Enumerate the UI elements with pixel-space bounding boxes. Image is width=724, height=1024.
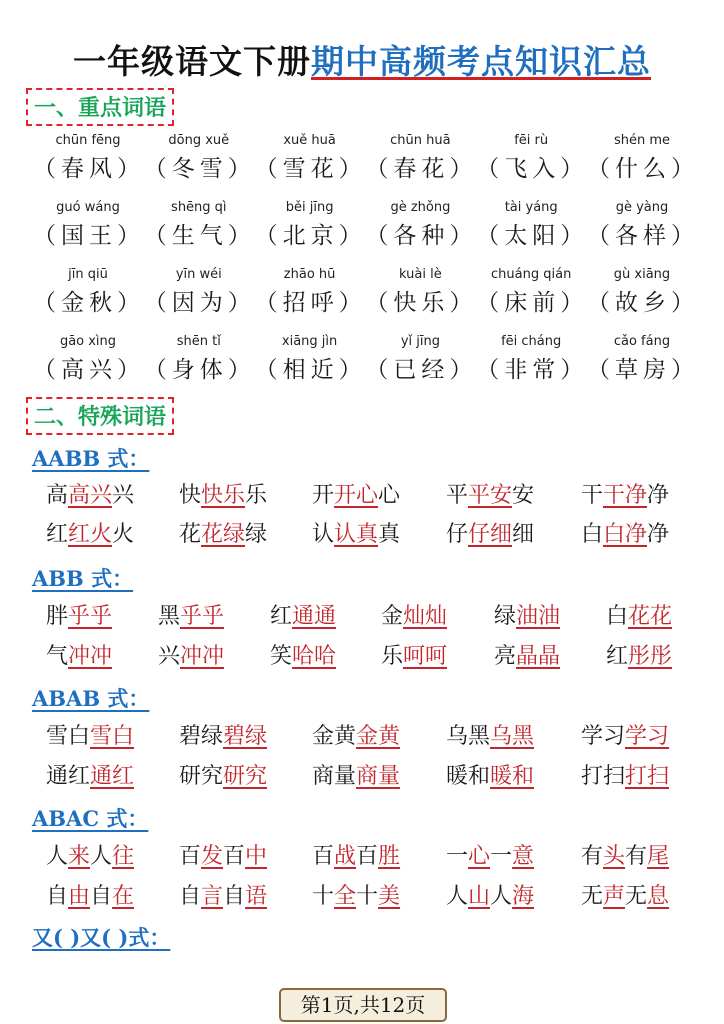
key-word bbox=[144, 130, 254, 197]
abb-item bbox=[494, 642, 560, 672]
abac-answer-b: 由 bbox=[68, 884, 91, 909]
abb-a: 绿 bbox=[494, 604, 517, 629]
pinyin: fēi cháng bbox=[501, 334, 562, 349]
abab-a: 学习 bbox=[581, 724, 626, 749]
abb-answer: 哈哈 bbox=[292, 644, 337, 669]
abac-answer-d: 往 bbox=[112, 844, 135, 869]
abac-a: 一 bbox=[446, 844, 469, 869]
pinyin: gè zhǒng bbox=[390, 200, 451, 215]
abb-answer: 乎乎 bbox=[68, 604, 113, 629]
pinyin: dōng xuě bbox=[168, 133, 230, 148]
abab-answer: 研究 bbox=[223, 764, 268, 789]
abac-c: 无 bbox=[625, 884, 648, 909]
aabb-c: 真 bbox=[378, 522, 401, 547]
abb-item bbox=[494, 602, 560, 632]
word: （太阳） bbox=[476, 223, 589, 249]
key-word bbox=[476, 197, 589, 264]
aabb-a: 仔 bbox=[446, 522, 469, 547]
word: （雪花） bbox=[254, 156, 367, 182]
abac-answer-b: 来 bbox=[68, 844, 91, 869]
abac-label: ABAC 式： bbox=[32, 806, 149, 831]
pinyin: cǎo fáng bbox=[613, 334, 671, 349]
abb-item bbox=[381, 602, 447, 632]
aabb-a: 花 bbox=[179, 522, 202, 547]
word: （金秋） bbox=[33, 290, 145, 316]
abac-answer-d: 息 bbox=[647, 884, 670, 909]
abb-answer: 彤彤 bbox=[628, 644, 673, 669]
aabb-a: 认 bbox=[312, 522, 335, 547]
pinyin: xuě huā bbox=[283, 133, 336, 148]
aabb-a: 开 bbox=[312, 483, 335, 508]
abac-answer-d: 尾 bbox=[647, 844, 670, 869]
abb-answer: 冲冲 bbox=[68, 644, 113, 669]
abac-answer-b: 战 bbox=[334, 844, 357, 869]
aabb-item bbox=[46, 520, 134, 550]
abac-item bbox=[312, 842, 400, 872]
abab-answer: 碧绿 bbox=[223, 724, 268, 749]
aabb-answer: 快乐 bbox=[201, 483, 246, 508]
page-number-badge: 第1页,共12页 bbox=[279, 988, 447, 1022]
abb-item bbox=[270, 602, 336, 632]
abac-item bbox=[446, 842, 534, 872]
abab-a: 金黄 bbox=[312, 724, 357, 749]
aabb-a: 高 bbox=[46, 483, 69, 508]
abab-answer: 学习 bbox=[625, 724, 670, 749]
abac-answer-b: 声 bbox=[603, 884, 626, 909]
abab-a: 暖和 bbox=[446, 764, 491, 789]
word: （相近） bbox=[254, 357, 367, 383]
word: （冬雪） bbox=[143, 156, 256, 182]
aabb-item bbox=[179, 481, 267, 511]
abb-row bbox=[40, 642, 690, 676]
abb-item bbox=[381, 642, 447, 672]
aabb-row bbox=[40, 520, 690, 554]
abab-answer: 商量 bbox=[356, 764, 401, 789]
abac-c: 有 bbox=[625, 844, 648, 869]
aabb-a: 白 bbox=[581, 522, 604, 547]
key-word bbox=[255, 197, 365, 264]
abb-answer: 晶晶 bbox=[516, 644, 561, 669]
word: （北京） bbox=[254, 223, 367, 249]
abb-a: 气 bbox=[46, 644, 69, 669]
abb-a: 红 bbox=[606, 644, 629, 669]
abab-a: 碧绿 bbox=[179, 724, 224, 749]
abb-a: 亮 bbox=[494, 644, 517, 669]
pinyin: guó wáng bbox=[56, 200, 120, 215]
word: （故乡） bbox=[586, 290, 699, 316]
abac-row bbox=[40, 882, 690, 916]
abab-item bbox=[581, 762, 669, 792]
abac-a: 自 bbox=[46, 884, 69, 909]
abab-a: 通红 bbox=[46, 764, 91, 789]
abac-answer-b: 发 bbox=[201, 844, 224, 869]
aabb-answer: 开心 bbox=[334, 483, 379, 508]
word: （各样） bbox=[586, 223, 699, 249]
abb-item bbox=[158, 642, 224, 672]
pinyin: běi jīng bbox=[285, 200, 334, 215]
key-word bbox=[144, 264, 254, 331]
abb-a: 红 bbox=[270, 604, 293, 629]
abb-label: ABB 式： bbox=[32, 566, 134, 591]
abb-answer: 灿灿 bbox=[403, 604, 448, 629]
aabb-answer: 认真 bbox=[334, 522, 379, 547]
abac-c: 十 bbox=[356, 884, 379, 909]
key-word bbox=[587, 197, 697, 264]
aabb-answer: 红火 bbox=[68, 522, 113, 547]
aabb-item bbox=[179, 520, 267, 550]
aabb-answer: 白净 bbox=[603, 522, 648, 547]
abab-a: 研究 bbox=[179, 764, 224, 789]
key-word bbox=[33, 331, 143, 398]
word: （招呼） bbox=[254, 290, 367, 316]
abab-item bbox=[179, 762, 267, 792]
abac-item bbox=[581, 882, 669, 912]
abac-answer-b: 全 bbox=[334, 884, 357, 909]
abb-item bbox=[158, 602, 224, 632]
abac-item bbox=[446, 882, 534, 912]
aabb-item bbox=[312, 520, 400, 550]
key-words-row bbox=[33, 197, 697, 264]
pinyin: fēi rù bbox=[514, 133, 549, 148]
title-part-1: 一年级语文下册 bbox=[73, 42, 311, 81]
pinyin: jīn qiū bbox=[68, 267, 108, 282]
key-word bbox=[587, 264, 697, 331]
abac-answer-b: 山 bbox=[468, 884, 491, 909]
aabb-c: 绿 bbox=[245, 522, 268, 547]
pinyin: shēn tǐ bbox=[176, 334, 221, 349]
pinyin: shén me bbox=[613, 133, 670, 148]
abac-c: 人 bbox=[490, 884, 513, 909]
abac-a: 有 bbox=[581, 844, 604, 869]
key-word bbox=[255, 264, 365, 331]
abab-a: 雪白 bbox=[46, 724, 91, 749]
abb-answer: 花花 bbox=[628, 604, 673, 629]
abac-item bbox=[46, 882, 134, 912]
abac-c: 百 bbox=[356, 844, 379, 869]
abac-a: 人 bbox=[446, 884, 469, 909]
word: （春风） bbox=[33, 156, 145, 182]
abac-answer-d: 语 bbox=[245, 884, 268, 909]
abab-row bbox=[40, 762, 690, 796]
pinyin: shēng qì bbox=[171, 200, 227, 215]
pinyin: yīn wéi bbox=[175, 267, 222, 282]
aabb-c: 细 bbox=[512, 522, 535, 547]
pinyin: kuài lè bbox=[399, 267, 442, 282]
abac-answer-d: 美 bbox=[378, 884, 401, 909]
aabb-c: 净 bbox=[647, 483, 670, 508]
abac-item bbox=[179, 882, 267, 912]
aabb-row bbox=[40, 481, 690, 515]
abac-a: 百 bbox=[179, 844, 202, 869]
aabb-answer: 高兴 bbox=[68, 483, 113, 508]
aabb-c: 心 bbox=[378, 483, 401, 508]
abac-c: 人 bbox=[90, 844, 113, 869]
aabb-c: 火 bbox=[112, 522, 135, 547]
word: （已经） bbox=[365, 357, 478, 383]
abab-answer: 暖和 bbox=[490, 764, 535, 789]
key-word bbox=[476, 130, 589, 197]
abac-item bbox=[581, 842, 669, 872]
abac-a: 无 bbox=[581, 884, 604, 909]
key-words-row bbox=[33, 130, 697, 197]
pinyin: chūn fēng bbox=[55, 133, 121, 148]
section-heading-key-words: 一、重点词语 bbox=[26, 88, 174, 126]
word: （身体） bbox=[143, 357, 256, 383]
pinyin: zhāo hū bbox=[283, 267, 336, 282]
aabb-item bbox=[581, 520, 669, 550]
aabb-item bbox=[312, 481, 400, 511]
abab-a: 打扫 bbox=[581, 764, 626, 789]
pinyin: yǐ jīng bbox=[400, 334, 440, 349]
abb-item bbox=[46, 602, 112, 632]
abb-a: 兴 bbox=[158, 644, 181, 669]
pinyin: tài yáng bbox=[504, 200, 558, 215]
abb-item bbox=[46, 642, 112, 672]
abb-answer: 油油 bbox=[516, 604, 561, 629]
word: （什么） bbox=[586, 156, 699, 182]
abac-answer-d: 胜 bbox=[378, 844, 401, 869]
abb-a: 白 bbox=[606, 604, 629, 629]
key-word bbox=[365, 130, 478, 197]
abac-answer-d: 在 bbox=[112, 884, 135, 909]
abb-row bbox=[40, 602, 690, 636]
key-word bbox=[255, 331, 365, 398]
word: （国王） bbox=[33, 223, 145, 249]
abb-answer: 冲冲 bbox=[180, 644, 225, 669]
aabb-c: 净 bbox=[647, 522, 670, 547]
key-words-row bbox=[33, 331, 697, 398]
abb-answer: 呵呵 bbox=[403, 644, 448, 669]
abac-a: 百 bbox=[312, 844, 335, 869]
abb-answer: 通通 bbox=[292, 604, 337, 629]
abac-item bbox=[46, 842, 134, 872]
pinyin: chūn huā bbox=[390, 133, 451, 148]
abb-item bbox=[606, 642, 672, 672]
abac-answer-b: 心 bbox=[468, 844, 491, 869]
pinyin: gāo xìng bbox=[59, 334, 117, 349]
abb-item bbox=[606, 602, 672, 632]
aabb-answer: 平安 bbox=[468, 483, 513, 508]
abb-a: 黑 bbox=[158, 604, 181, 629]
aabb-label: AABB 式： bbox=[32, 446, 150, 471]
aabb-c: 乐 bbox=[245, 483, 268, 508]
aabb-a: 干 bbox=[581, 483, 604, 508]
aabb-answer: 干净 bbox=[603, 483, 648, 508]
aabb-item bbox=[446, 481, 534, 511]
abab-a: 商量 bbox=[312, 764, 357, 789]
word: （床前） bbox=[476, 290, 589, 316]
abac-item bbox=[179, 842, 267, 872]
aabb-c: 安 bbox=[512, 483, 535, 508]
abb-a: 乐 bbox=[381, 644, 404, 669]
abab-item bbox=[179, 722, 267, 752]
aabb-a: 平 bbox=[446, 483, 469, 508]
word: （高兴） bbox=[33, 357, 145, 383]
abab-row bbox=[40, 722, 690, 756]
title-part-2: 期中高频考点知识汇总 bbox=[311, 42, 651, 81]
key-word bbox=[587, 331, 697, 398]
abab-answer: 乌黑 bbox=[490, 724, 535, 749]
word: （因为） bbox=[143, 290, 256, 316]
abab-answer: 金黄 bbox=[356, 724, 401, 749]
abab-label: ABAB 式： bbox=[32, 686, 150, 711]
abac-c: 百 bbox=[223, 844, 246, 869]
key-word bbox=[33, 264, 143, 331]
abac-row bbox=[40, 842, 690, 876]
abac-a: 人 bbox=[46, 844, 69, 869]
abab-answer: 打扫 bbox=[625, 764, 670, 789]
key-word bbox=[476, 264, 589, 331]
abab-answer: 雪白 bbox=[90, 724, 135, 749]
abab-item bbox=[446, 762, 534, 792]
page-title bbox=[0, 36, 724, 83]
key-word bbox=[144, 197, 254, 264]
abab-item bbox=[312, 762, 400, 792]
abb-a: 笑 bbox=[270, 644, 293, 669]
word: （草房） bbox=[586, 357, 699, 383]
word: （生气） bbox=[143, 223, 256, 249]
section-heading-special-words: 二、特殊词语 bbox=[26, 397, 174, 435]
word: （非常） bbox=[476, 357, 589, 383]
abb-a: 胖 bbox=[46, 604, 69, 629]
abac-c: 自 bbox=[223, 884, 246, 909]
abac-answer-d: 中 bbox=[245, 844, 268, 869]
pinyin: xiāng jìn bbox=[281, 334, 338, 349]
abab-a: 乌黑 bbox=[446, 724, 491, 749]
abac-a: 十 bbox=[312, 884, 335, 909]
aabb-item bbox=[446, 520, 534, 550]
aabb-item bbox=[46, 481, 134, 511]
pinyin: gù xiāng bbox=[613, 267, 671, 282]
aabb-a: 快 bbox=[179, 483, 202, 508]
abab-item bbox=[446, 722, 534, 752]
abac-answer-d: 海 bbox=[512, 884, 535, 909]
key-word bbox=[144, 331, 254, 398]
abac-answer-b: 言 bbox=[201, 884, 224, 909]
abab-item bbox=[312, 722, 400, 752]
key-words-grid bbox=[33, 130, 697, 398]
aabb-a: 红 bbox=[46, 522, 69, 547]
abac-answer-d: 意 bbox=[512, 844, 535, 869]
aabb-answer: 花绿 bbox=[201, 522, 246, 547]
pinyin: gè yàng bbox=[615, 200, 669, 215]
abac-answer-b: 头 bbox=[603, 844, 626, 869]
key-words-row bbox=[33, 264, 697, 331]
abab-item bbox=[46, 722, 134, 752]
key-word bbox=[587, 130, 697, 197]
word: （快乐） bbox=[365, 290, 478, 316]
abb-answer: 乎乎 bbox=[180, 604, 225, 629]
key-word bbox=[476, 331, 589, 398]
abac-item bbox=[312, 882, 400, 912]
aabb-item bbox=[581, 481, 669, 511]
pinyin: chuáng qián bbox=[491, 267, 572, 282]
key-word bbox=[255, 130, 365, 197]
key-word bbox=[365, 197, 478, 264]
abb-a: 金 bbox=[381, 604, 404, 629]
word: （飞入） bbox=[476, 156, 589, 182]
aabb-answer: 仔细 bbox=[468, 522, 513, 547]
key-word bbox=[365, 331, 478, 398]
abac-c: 自 bbox=[90, 884, 113, 909]
word: （各种） bbox=[365, 223, 478, 249]
abab-item bbox=[581, 722, 669, 752]
abab-answer: 通红 bbox=[90, 764, 135, 789]
key-word bbox=[33, 197, 143, 264]
key-word bbox=[33, 130, 143, 197]
key-word bbox=[365, 264, 478, 331]
youyou-label: 又( )又( )式： bbox=[32, 925, 171, 950]
abac-c: 一 bbox=[490, 844, 513, 869]
abab-item bbox=[46, 762, 134, 792]
abac-a: 自 bbox=[179, 884, 202, 909]
abb-item bbox=[270, 642, 336, 672]
aabb-c: 兴 bbox=[112, 483, 135, 508]
word: （春花） bbox=[365, 156, 478, 182]
